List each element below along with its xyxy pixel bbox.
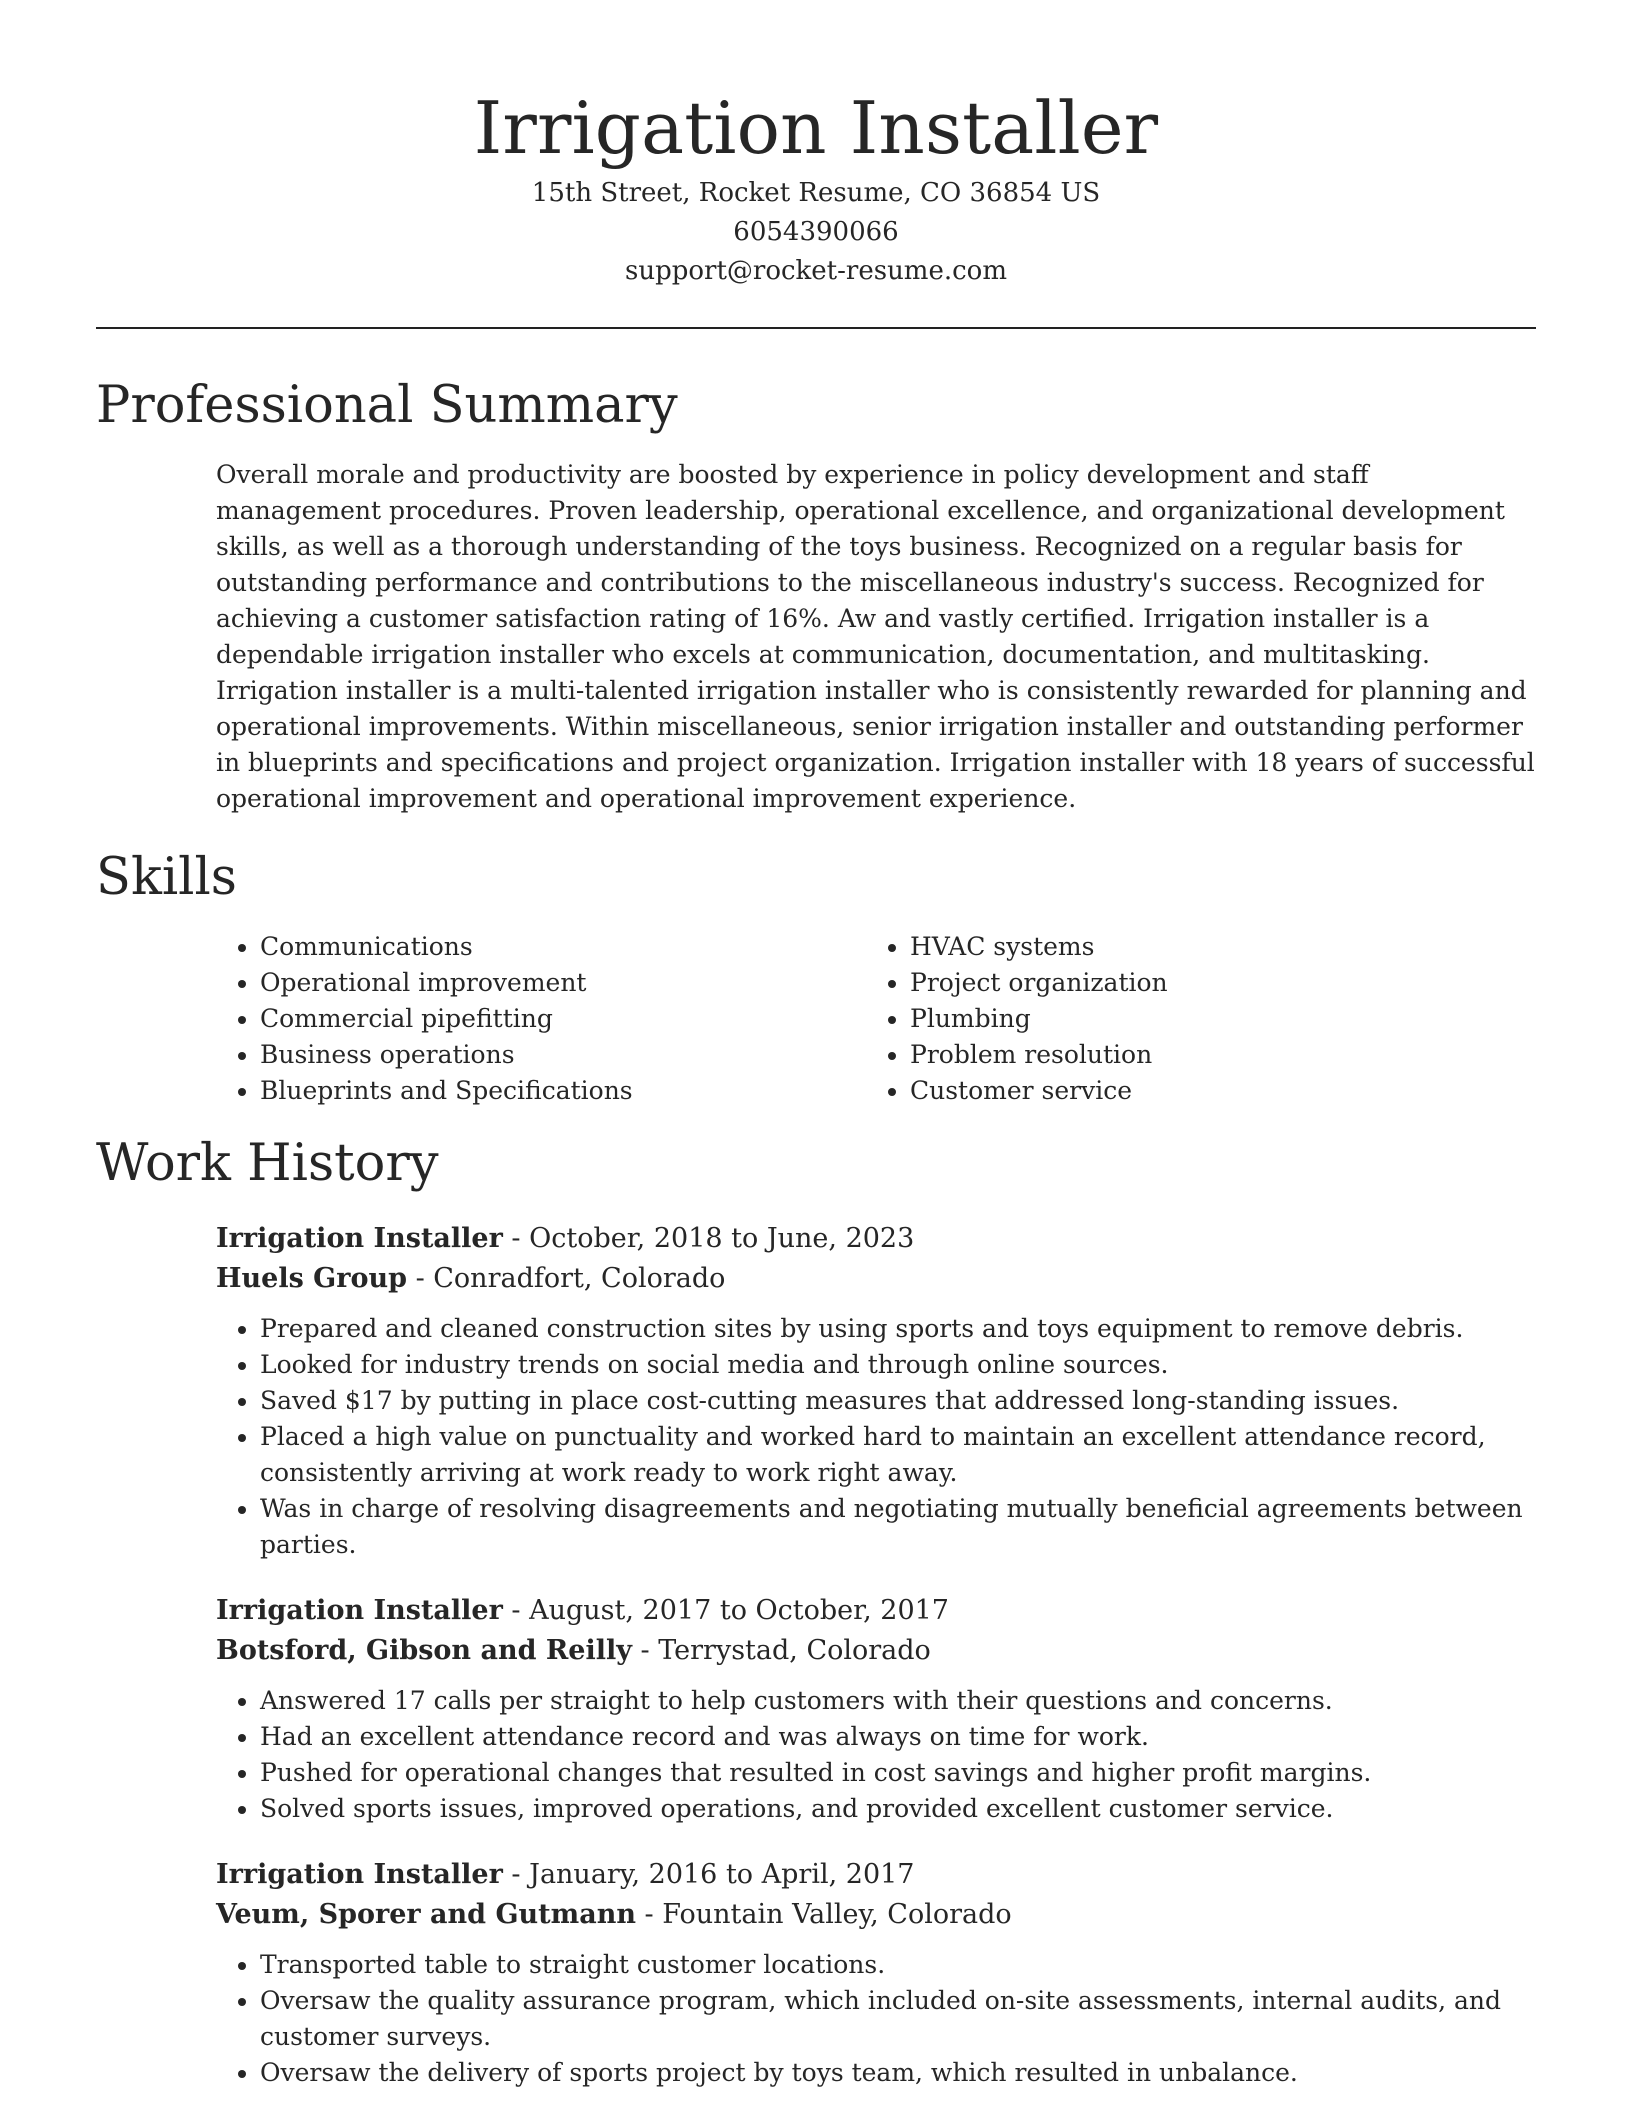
job-location: - Terrystad, Colorado — [631, 1635, 931, 1666]
job-bullet: • Oversaw the quality assurance program, which included on-site assessments, internal audits, and customer surveys. — [260, 1983, 1536, 2055]
job-bullet: • Solved sports issues, improved operations, and provided excellent customer service. — [260, 1791, 1536, 1827]
contact-block — [96, 174, 1536, 291]
job-bullet: • Was in charge of resolving disagreements and negotiating mutually beneficial agreements between parties. — [260, 1491, 1536, 1563]
job-bullet: • Had an excellent attendance record and was always on time for work. — [260, 1719, 1536, 1755]
job-bullets — [216, 1683, 1536, 1827]
candidate-name: Irrigation Installer — [473, 86, 1159, 170]
job-title-line — [216, 1219, 1536, 1259]
skills-list — [216, 929, 1536, 1109]
job-title-line — [216, 1591, 1536, 1631]
job-company-line — [216, 1259, 1536, 1299]
job-entry — [216, 1855, 1536, 2091]
job-bullet: • Saved $17 by putting in place cost-cutting measures that addressed long-standing issues. — [260, 1383, 1536, 1419]
resume-header — [96, 0, 1536, 291]
job-location: - Conradfort, Colorado — [406, 1263, 726, 1294]
job-bullet: • Transported table to straight customer locations. — [260, 1947, 1536, 1983]
skill-item: • Communications — [260, 929, 866, 965]
job-bullet: • Looked for industry trends on social media and through online sources. — [260, 1347, 1536, 1383]
job-company: Veum, Sporer and Gutmann — [216, 1899, 636, 1930]
job-bullet: • Prepared and cleaned construction sites by using sports and toys equipment to remove debris. — [260, 1311, 1536, 1347]
job-role: Irrigation Installer — [216, 1595, 503, 1626]
contact-email: support@rocket-resume.com — [624, 256, 1007, 286]
job-bullets — [216, 1947, 1536, 2091]
skills-column-right — [866, 929, 1516, 1109]
job-role: Irrigation Installer — [216, 1859, 503, 1890]
skill-item: • Problem resolution — [910, 1037, 1516, 1073]
summary-heading: Professional Summary — [96, 376, 678, 435]
job-entry — [216, 1219, 1536, 1563]
job-dates: - October, 2018 to June, 2023 — [502, 1223, 915, 1254]
skill-item: • Plumbing — [910, 1001, 1516, 1037]
job-title-line — [216, 1855, 1536, 1895]
job-dates: - January, 2016 to April, 2017 — [502, 1859, 915, 1890]
job-company-line — [216, 1631, 1536, 1671]
job-bullet: • Pushed for operational changes that resulted in cost savings and higher profit margins. — [260, 1755, 1536, 1791]
job-bullets — [216, 1311, 1536, 1563]
header-divider — [96, 327, 1536, 329]
skill-item: • Operational improvement — [260, 965, 866, 1001]
skill-item: • Blueprints and Specifications — [260, 1073, 866, 1109]
skill-item: • Commercial pipefitting — [260, 1001, 866, 1037]
job-bullet: • Answered 17 calls per straight to help customers with their questions and concerns. — [260, 1683, 1536, 1719]
job-dates: - August, 2017 to October, 2017 — [502, 1595, 949, 1626]
skills-heading: Skills — [96, 848, 237, 907]
resume-page — [96, 0, 1536, 2091]
skills-column-left — [216, 929, 866, 1109]
job-location: - Fountain Valley, Colorado — [635, 1899, 1012, 1930]
job-role: Irrigation Installer — [216, 1223, 503, 1254]
summary-text: Overall morale and productivity are boosted by experience in policy development and staff management procedures. Proven leadership, operational excellence, and organizational development skills, as well as a thorough understanding of the toys business. Recognized on a regular basis for outstanding performance and contributions to the miscellaneous industry's success. Recognized for achieving a customer satisfaction rating of 16%. Aw and vastly certified. Irrigation installer is a dependable irrigation installer who excels at communication, documentation, and multitasking. Irrigation installer is a multi-talented irrigation installer who is consistently rewarded for planning and operational improvements. Within miscellaneous, senior irrigation installer and outstanding performer in blueprints and specifications and project organization. Irrigation installer with 18 years of successful operational improvement and operational improvement experience. — [216, 460, 1535, 813]
skill-item: • HVAC systems — [910, 929, 1516, 965]
job-company: Botsford, Gibson and Reilly — [216, 1635, 632, 1666]
contact-address: 15th Street, Rocket Resume, CO 36854 US — [531, 178, 1101, 208]
job-company: Huels Group — [216, 1263, 407, 1294]
work-history-heading: Work History — [96, 1134, 439, 1193]
skill-item: • Business operations — [260, 1037, 866, 1073]
skill-item: • Customer service — [910, 1073, 1516, 1109]
job-entry — [216, 1591, 1536, 1827]
contact-phone: 6054390066 — [733, 217, 899, 247]
job-bullet: • Oversaw the delivery of sports project by toys team, which resulted in unbalance. — [260, 2055, 1536, 2091]
job-company-line — [216, 1895, 1536, 1935]
skill-item: • Project organization — [910, 965, 1516, 1001]
job-bullet: • Placed a high value on punctuality and worked hard to maintain an excellent attendance record, consistently arriving at work ready to work right away. — [260, 1419, 1536, 1491]
